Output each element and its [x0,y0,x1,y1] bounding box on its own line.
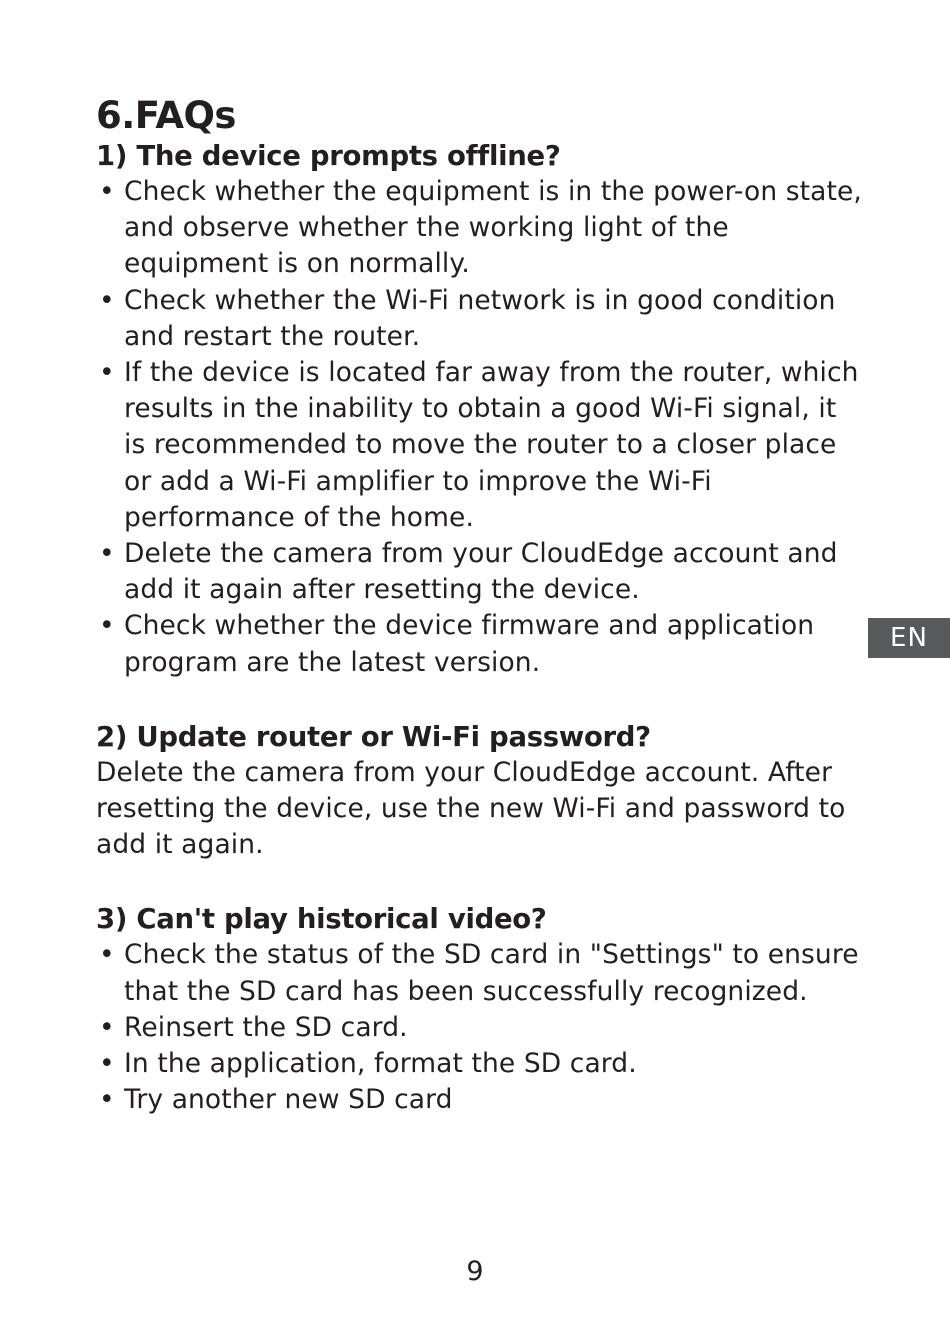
bullet-icon: • [99,357,115,389]
list-item [96,355,866,536]
list-item-text: Reinsert the SD card. [124,1011,408,1043]
list-item-text: If the device is located far away from the router, which results in the inability to obtain a good Wi-Fi signal, it is recommended to move the router to a closer place or add a Wi-Fi amplifier to improve the Wi-Fi performance of the home. [124,357,859,533]
list-item-text: Check whether the equipment is in the power-on state, and observe whether the working light of the equipment is on normally. [124,176,862,280]
list-item-text: In the application, format the SD card. [124,1048,637,1080]
list-item [96,536,866,608]
page-number: 9 [466,1256,484,1287]
list-item [96,174,866,283]
list-item [96,1010,866,1046]
bullet-icon: • [99,538,115,570]
faq-section-password [96,719,866,864]
list-item [96,1082,866,1118]
bullet-icon: • [99,1048,115,1080]
faq-question-heading: 3) Can't play historical video? [96,903,547,936]
faq-question-heading: 1) The device prompts offline? [96,140,561,172]
list-item-text: Check whether the Wi-Fi network is in good condition and restart the router. [124,284,836,352]
bullet-icon: • [99,610,115,642]
list-item-text: Try another new SD card [124,1084,453,1116]
faq-section-video [96,901,866,1118]
faq-answer-text: Delete the camera from your CloudEdge account. After resetting the device, use the new Wi-Fi and password to add it again. [96,756,846,861]
faq-section-offline [96,138,866,681]
bullet-list [96,174,866,681]
bullet-icon: • [99,284,115,316]
list-item [96,608,866,680]
bullet-icon: • [99,939,115,971]
bullet-icon: • [99,176,115,207]
bullet-icon: • [99,1084,115,1116]
faq-content [96,94,866,1118]
list-item-text: Delete the camera from your CloudEdge account and add it again after resetting the device. [124,538,838,606]
faq-question-heading: 2) Update router or Wi-Fi password? [96,720,651,753]
list-item [96,1046,866,1082]
language-tab: EN [868,618,950,658]
list-item [96,937,866,1009]
bullet-list [96,937,866,1118]
list-item-text: Check whether the device firmware and application program are the latest version. [124,610,815,678]
list-item-text: Check the status of the SD card in "Settings" to ensure that the SD card has been successfully recognized. [124,939,859,1007]
bullet-icon: • [99,1011,115,1043]
page-title: 6.FAQs [96,94,236,137]
list-item [96,283,866,355]
